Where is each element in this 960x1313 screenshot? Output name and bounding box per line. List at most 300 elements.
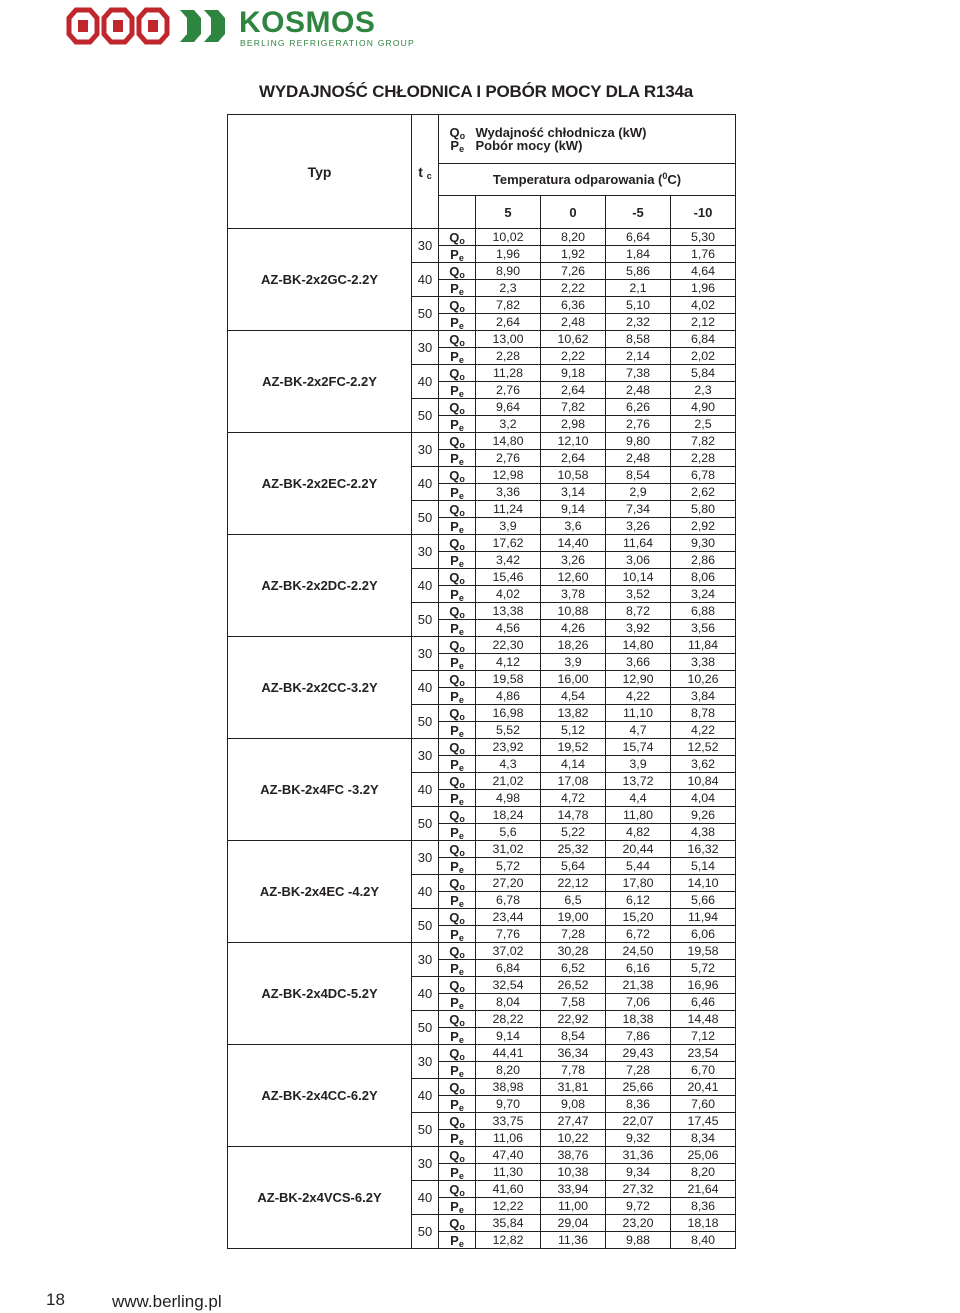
- value-cell: 27,32: [606, 1181, 671, 1198]
- symbol-pe: $P_e$: [439, 246, 476, 263]
- value-cell: 4,02: [476, 586, 541, 603]
- value-cell: 5,84: [671, 365, 736, 382]
- value-cell: 12,22: [476, 1198, 541, 1215]
- value-cell: 13,72: [606, 773, 671, 790]
- symbol-qo: $Q_o$: [439, 637, 476, 654]
- value-cell: 9,30: [671, 535, 736, 552]
- value-cell: 1,76: [671, 246, 736, 263]
- table-row: [228, 1147, 736, 1164]
- value-cell: 22,07: [606, 1113, 671, 1130]
- value-cell: 21,38: [606, 977, 671, 994]
- value-cell: 28,22: [476, 1011, 541, 1028]
- value-cell: 17,45: [671, 1113, 736, 1130]
- value-cell: 4,3: [476, 756, 541, 773]
- value-cell: 14,10: [671, 875, 736, 892]
- tc-value: 40: [412, 1079, 439, 1113]
- symbol-qo: $Q_o$: [439, 1147, 476, 1164]
- value-cell: 2,64: [476, 314, 541, 331]
- value-cell: 6,78: [476, 892, 541, 909]
- symbol-pe: $P_e$: [439, 688, 476, 705]
- value-cell: 31,02: [476, 841, 541, 858]
- value-cell: 9,64: [476, 399, 541, 416]
- symbol-qo: $Q_o$: [439, 875, 476, 892]
- value-cell: 6,12: [606, 892, 671, 909]
- value-cell: 2,28: [476, 348, 541, 365]
- symbol-qo: $Q_o$: [439, 841, 476, 858]
- symbol-qo: $Q_o$: [439, 365, 476, 382]
- value-cell: 7,28: [541, 926, 606, 943]
- tc-value: 40: [412, 365, 439, 399]
- symbol-pe: $P_e$: [439, 620, 476, 637]
- symbol-qo: $Q_o$: [439, 977, 476, 994]
- value-cell: 8,20: [476, 1062, 541, 1079]
- value-cell: 4,7: [606, 722, 671, 739]
- value-cell: 38,76: [541, 1147, 606, 1164]
- value-cell: 8,54: [541, 1028, 606, 1045]
- tc-value: 30: [412, 943, 439, 977]
- value-cell: 21,02: [476, 773, 541, 790]
- value-cell: 5,14: [671, 858, 736, 875]
- tc-value: 50: [412, 501, 439, 535]
- symbol-qo: $Q_o$: [439, 1011, 476, 1028]
- value-cell: 8,78: [671, 705, 736, 722]
- value-cell: 11,24: [476, 501, 541, 518]
- symbol-pe: $P_e$: [439, 382, 476, 399]
- logo-mark-icon: [64, 6, 174, 46]
- value-cell: 12,10: [541, 433, 606, 450]
- value-cell: 23,44: [476, 909, 541, 926]
- value-cell: 33,75: [476, 1113, 541, 1130]
- value-cell: 3,26: [606, 518, 671, 535]
- tc-value: 30: [412, 1045, 439, 1079]
- value-cell: 5,22: [541, 824, 606, 841]
- value-cell: 2,28: [671, 450, 736, 467]
- value-cell: 9,14: [541, 501, 606, 518]
- value-cell: 14,78: [541, 807, 606, 824]
- footer-url: www.berling.pl: [112, 1292, 222, 1311]
- tc-value: 30: [412, 229, 439, 263]
- value-cell: 41,60: [476, 1181, 541, 1198]
- symbol-pe: $P_e$: [439, 1232, 476, 1249]
- value-cell: 30,28: [541, 943, 606, 960]
- tc-value: 40: [412, 773, 439, 807]
- tc-value: 50: [412, 807, 439, 841]
- value-cell: 5,66: [671, 892, 736, 909]
- symbol-qo: $Q_o$: [439, 603, 476, 620]
- value-cell: 27,20: [476, 875, 541, 892]
- value-cell: 11,10: [606, 705, 671, 722]
- symbol-qo: $Q_o$: [439, 229, 476, 246]
- value-cell: 2,98: [541, 416, 606, 433]
- value-cell: 3,24: [671, 586, 736, 603]
- value-cell: 5,30: [671, 229, 736, 246]
- value-cell: 5,44: [606, 858, 671, 875]
- value-cell: 3,52: [606, 586, 671, 603]
- value-cell: 5,52: [476, 722, 541, 739]
- value-cell: 10,58: [541, 467, 606, 484]
- tc-value: 50: [412, 705, 439, 739]
- value-cell: 23,20: [606, 1215, 671, 1232]
- value-cell: 9,14: [476, 1028, 541, 1045]
- value-cell: 12,82: [476, 1232, 541, 1249]
- value-cell: 5,10: [606, 297, 671, 314]
- value-cell: 2,92: [671, 518, 736, 535]
- page-title: WYDAJNOŚĆ CHŁODNICA I POBÓR MOCY DLA R134a: [259, 82, 693, 101]
- value-cell: 10,14: [606, 569, 671, 586]
- value-cell: 11,00: [541, 1198, 606, 1215]
- value-cell: 11,28: [476, 365, 541, 382]
- symbol-pe: $P_e$: [439, 1096, 476, 1113]
- value-cell: 19,58: [671, 943, 736, 960]
- value-cell: 5,12: [541, 722, 606, 739]
- value-cell: 7,28: [606, 1062, 671, 1079]
- value-cell: 7,12: [671, 1028, 736, 1045]
- value-cell: 13,00: [476, 331, 541, 348]
- value-cell: 3,9: [606, 756, 671, 773]
- value-cell: 6,78: [671, 467, 736, 484]
- value-cell: 18,24: [476, 807, 541, 824]
- symbol-pe: $P_e$: [439, 314, 476, 331]
- symbol-qo: $Q_o$: [439, 569, 476, 586]
- symbol-qo: $Q_o$: [439, 773, 476, 790]
- header-type: Typ: [228, 115, 412, 229]
- tc-value: 40: [412, 977, 439, 1011]
- value-cell: 3,26: [541, 552, 606, 569]
- table-body: [228, 229, 736, 1249]
- symbol-pe: $P_e$: [439, 484, 476, 501]
- value-cell: 10,02: [476, 229, 541, 246]
- value-cell: 4,12: [476, 654, 541, 671]
- value-cell: 10,22: [541, 1130, 606, 1147]
- tc-value: 40: [412, 875, 439, 909]
- page-number: 18: [46, 1290, 65, 1309]
- value-cell: 12,98: [476, 467, 541, 484]
- value-cell: 3,38: [671, 654, 736, 671]
- value-cell: 11,36: [541, 1232, 606, 1249]
- value-cell: 19,58: [476, 671, 541, 688]
- value-cell: 33,94: [541, 1181, 606, 1198]
- value-cell: 9,80: [606, 433, 671, 450]
- value-cell: 14,40: [541, 535, 606, 552]
- value-cell: 7,06: [606, 994, 671, 1011]
- value-cell: 20,44: [606, 841, 671, 858]
- value-cell: 2,48: [606, 450, 671, 467]
- value-cell: 22,92: [541, 1011, 606, 1028]
- table-row: [228, 535, 736, 552]
- value-cell: 19,00: [541, 909, 606, 926]
- tc-value: 40: [412, 263, 439, 297]
- value-cell: 4,72: [541, 790, 606, 807]
- value-cell: 2,22: [541, 348, 606, 365]
- tc-value: 50: [412, 399, 439, 433]
- symbol-pe: $P_e$: [439, 756, 476, 773]
- value-cell: 5,72: [671, 960, 736, 977]
- tc-value: 30: [412, 739, 439, 773]
- value-cell: 6,70: [671, 1062, 736, 1079]
- value-cell: 18,26: [541, 637, 606, 654]
- value-cell: 10,62: [541, 331, 606, 348]
- value-cell: 2,64: [541, 450, 606, 467]
- value-cell: 4,02: [671, 297, 736, 314]
- symbol-pe: $P_e$: [439, 552, 476, 569]
- symbol-qo: $Q_o$: [439, 909, 476, 926]
- value-cell: 11,64: [606, 535, 671, 552]
- value-cell: 8,40: [671, 1232, 736, 1249]
- symbol-qo: $Q_o$: [439, 399, 476, 416]
- symbol-pe: $P_e$: [439, 654, 476, 671]
- tc-value: 40: [412, 467, 439, 501]
- symbol-pe: $P_e$: [439, 926, 476, 943]
- symbol-pe: $P_e$: [439, 790, 476, 807]
- value-cell: 2,76: [606, 416, 671, 433]
- value-cell: 22,12: [541, 875, 606, 892]
- tc-value: 50: [412, 1011, 439, 1045]
- symbol-qo: $Q_o$: [439, 433, 476, 450]
- value-cell: 12,52: [671, 739, 736, 756]
- tc-value: 40: [412, 1181, 439, 1215]
- value-cell: 6,52: [541, 960, 606, 977]
- value-cell: 6,84: [476, 960, 541, 977]
- value-cell: 7,82: [671, 433, 736, 450]
- symbol-qo: $Q_o$: [439, 705, 476, 722]
- value-cell: 27,47: [541, 1113, 606, 1130]
- value-cell: 8,34: [671, 1130, 736, 1147]
- value-cell: 37,02: [476, 943, 541, 960]
- symbol-pe: $P_e$: [439, 586, 476, 603]
- value-cell: 9,34: [606, 1164, 671, 1181]
- value-cell: 9,18: [541, 365, 606, 382]
- value-cell: 6,06: [671, 926, 736, 943]
- value-cell: 7,82: [476, 297, 541, 314]
- value-cell: 8,36: [671, 1198, 736, 1215]
- symbol-qo: $Q_o$: [439, 297, 476, 314]
- value-cell: 3,92: [606, 620, 671, 637]
- value-cell: 7,76: [476, 926, 541, 943]
- value-cell: 19,52: [541, 739, 606, 756]
- header-blank: [439, 196, 476, 229]
- value-cell: 7,60: [671, 1096, 736, 1113]
- value-cell: 31,81: [541, 1079, 606, 1096]
- kosmos-logo: [64, 6, 415, 48]
- value-cell: 17,62: [476, 535, 541, 552]
- value-cell: 14,48: [671, 1011, 736, 1028]
- value-cell: 15,74: [606, 739, 671, 756]
- brand-tagline: BERLING REFRIGERATION GROUP: [240, 38, 415, 48]
- value-cell: 3,9: [541, 654, 606, 671]
- value-cell: 36,34: [541, 1045, 606, 1062]
- value-cell: 8,20: [541, 229, 606, 246]
- symbol-qo: $Q_o$: [439, 1215, 476, 1232]
- symbol-pe: $P_e$: [439, 824, 476, 841]
- value-cell: 8,04: [476, 994, 541, 1011]
- symbol-pe: $P_e$: [439, 1164, 476, 1181]
- value-cell: 16,98: [476, 705, 541, 722]
- value-cell: 4,4: [606, 790, 671, 807]
- symbol-qo: $Q_o$: [439, 263, 476, 280]
- symbol-pe: $P_e$: [439, 960, 476, 977]
- tc-value: 30: [412, 637, 439, 671]
- symbol-pe: $P_e$: [439, 994, 476, 1011]
- table-row: [228, 943, 736, 960]
- value-cell: 10,84: [671, 773, 736, 790]
- value-cell: 9,08: [541, 1096, 606, 1113]
- value-cell: 7,26: [541, 263, 606, 280]
- model-name: AZ-BK-2x4CC-6.2Y: [228, 1045, 412, 1147]
- value-cell: 4,38: [671, 824, 736, 841]
- value-cell: 12,60: [541, 569, 606, 586]
- symbol-pe: $P_e$: [439, 722, 476, 739]
- value-cell: 4,54: [541, 688, 606, 705]
- model-name: AZ-BK-2x2DC-2.2Y: [228, 535, 412, 637]
- value-cell: 14,80: [606, 637, 671, 654]
- tc-value: 50: [412, 909, 439, 943]
- symbol-pe: $P_e$: [439, 518, 476, 535]
- value-cell: 4,04: [671, 790, 736, 807]
- value-cell: 1,92: [541, 246, 606, 263]
- value-cell: 6,16: [606, 960, 671, 977]
- value-cell: 8,36: [606, 1096, 671, 1113]
- value-cell: 7,82: [541, 399, 606, 416]
- value-cell: 2,14: [606, 348, 671, 365]
- value-cell: 6,84: [671, 331, 736, 348]
- value-cell: 4,64: [671, 263, 736, 280]
- symbol-pe: $P_e$: [439, 416, 476, 433]
- value-cell: 3,84: [671, 688, 736, 705]
- value-cell: 8,06: [671, 569, 736, 586]
- table-row: [228, 1045, 736, 1062]
- value-cell: 1,96: [476, 246, 541, 263]
- value-cell: 2,3: [476, 280, 541, 297]
- value-cell: 3,42: [476, 552, 541, 569]
- header-evap-temp: Temperatura odparowania ($^0$C): [439, 164, 736, 196]
- value-cell: 23,54: [671, 1045, 736, 1062]
- value-cell: 3,62: [671, 756, 736, 773]
- value-cell: 8,54: [606, 467, 671, 484]
- value-cell: 26,52: [541, 977, 606, 994]
- logo-accent-icon: [176, 6, 236, 46]
- value-cell: 2,48: [541, 314, 606, 331]
- value-cell: 20,41: [671, 1079, 736, 1096]
- symbol-pe: $P_e$: [439, 1198, 476, 1215]
- value-cell: 6,26: [606, 399, 671, 416]
- value-cell: 8,58: [606, 331, 671, 348]
- tc-value: 40: [412, 569, 439, 603]
- value-cell: 18,18: [671, 1215, 736, 1232]
- value-cell: 1,96: [671, 280, 736, 297]
- symbol-qo: $Q_o$: [439, 943, 476, 960]
- value-cell: 2,9: [606, 484, 671, 501]
- tc-value: 30: [412, 331, 439, 365]
- tc-value: 50: [412, 603, 439, 637]
- tc-value: 30: [412, 1147, 439, 1181]
- header-symbols: $Q_o$ $P_e$: [439, 115, 476, 164]
- value-cell: 32,54: [476, 977, 541, 994]
- tc-value: 50: [412, 297, 439, 331]
- symbol-pe: $P_e$: [439, 892, 476, 909]
- table-row: [228, 637, 736, 654]
- value-cell: 1,84: [606, 246, 671, 263]
- tc-value: 30: [412, 841, 439, 875]
- header-temp-0: 0: [541, 196, 606, 229]
- symbol-pe: $P_e$: [439, 1062, 476, 1079]
- value-cell: 4,14: [541, 756, 606, 773]
- value-cell: 3,06: [606, 552, 671, 569]
- value-cell: 7,78: [541, 1062, 606, 1079]
- symbol-pe: $P_e$: [439, 450, 476, 467]
- symbol-qo: $Q_o$: [439, 739, 476, 756]
- value-cell: 25,66: [606, 1079, 671, 1096]
- value-cell: 16,96: [671, 977, 736, 994]
- value-cell: 15,20: [606, 909, 671, 926]
- tc-value: 50: [412, 1113, 439, 1147]
- tc-value: 30: [412, 535, 439, 569]
- model-name: AZ-BK-2x2CC-3.2Y: [228, 637, 412, 739]
- value-cell: 18,38: [606, 1011, 671, 1028]
- value-cell: 11,06: [476, 1130, 541, 1147]
- value-cell: 31,36: [606, 1147, 671, 1164]
- model-name: AZ-BK-2x4EC -4.2Y: [228, 841, 412, 943]
- value-cell: 2,32: [606, 314, 671, 331]
- table-row: [228, 739, 736, 756]
- value-cell: 2,48: [606, 382, 671, 399]
- value-cell: 4,90: [671, 399, 736, 416]
- model-name: AZ-BK-2x4VCS-6.2Y: [228, 1147, 412, 1249]
- value-cell: 5,72: [476, 858, 541, 875]
- symbol-qo: $Q_o$: [439, 671, 476, 688]
- value-cell: 9,32: [606, 1130, 671, 1147]
- value-cell: 6,72: [606, 926, 671, 943]
- value-cell: 44,41: [476, 1045, 541, 1062]
- performance-table: [227, 114, 736, 1249]
- symbol-pe: $P_e$: [439, 1028, 476, 1045]
- symbol-qo: $Q_o$: [439, 535, 476, 552]
- value-cell: 25,06: [671, 1147, 736, 1164]
- value-cell: 17,08: [541, 773, 606, 790]
- value-cell: 11,84: [671, 637, 736, 654]
- value-cell: 10,88: [541, 603, 606, 620]
- value-cell: 3,2: [476, 416, 541, 433]
- value-cell: 2,12: [671, 314, 736, 331]
- table-row: [228, 229, 736, 246]
- value-cell: 9,70: [476, 1096, 541, 1113]
- value-cell: 4,82: [606, 824, 671, 841]
- symbol-qo: $Q_o$: [439, 501, 476, 518]
- value-cell: 8,90: [476, 263, 541, 280]
- value-cell: 8,72: [606, 603, 671, 620]
- value-cell: 22,30: [476, 637, 541, 654]
- value-cell: 25,32: [541, 841, 606, 858]
- value-cell: 47,40: [476, 1147, 541, 1164]
- value-cell: 15,46: [476, 569, 541, 586]
- value-cell: 23,92: [476, 739, 541, 756]
- value-cell: 4,22: [606, 688, 671, 705]
- value-cell: 12,90: [606, 671, 671, 688]
- value-cell: 3,36: [476, 484, 541, 501]
- value-cell: 3,6: [541, 518, 606, 535]
- value-cell: 2,62: [671, 484, 736, 501]
- value-cell: 16,32: [671, 841, 736, 858]
- value-cell: 10,38: [541, 1164, 606, 1181]
- value-cell: 11,94: [671, 909, 736, 926]
- symbol-qo: $Q_o$: [439, 467, 476, 484]
- value-cell: 6,88: [671, 603, 736, 620]
- model-name: AZ-BK-2x4DC-5.2Y: [228, 943, 412, 1045]
- value-cell: 9,72: [606, 1198, 671, 1215]
- model-name: AZ-BK-2x2GC-2.2Y: [228, 229, 412, 331]
- value-cell: 35,84: [476, 1215, 541, 1232]
- value-cell: 8,20: [671, 1164, 736, 1181]
- value-cell: 3,78: [541, 586, 606, 603]
